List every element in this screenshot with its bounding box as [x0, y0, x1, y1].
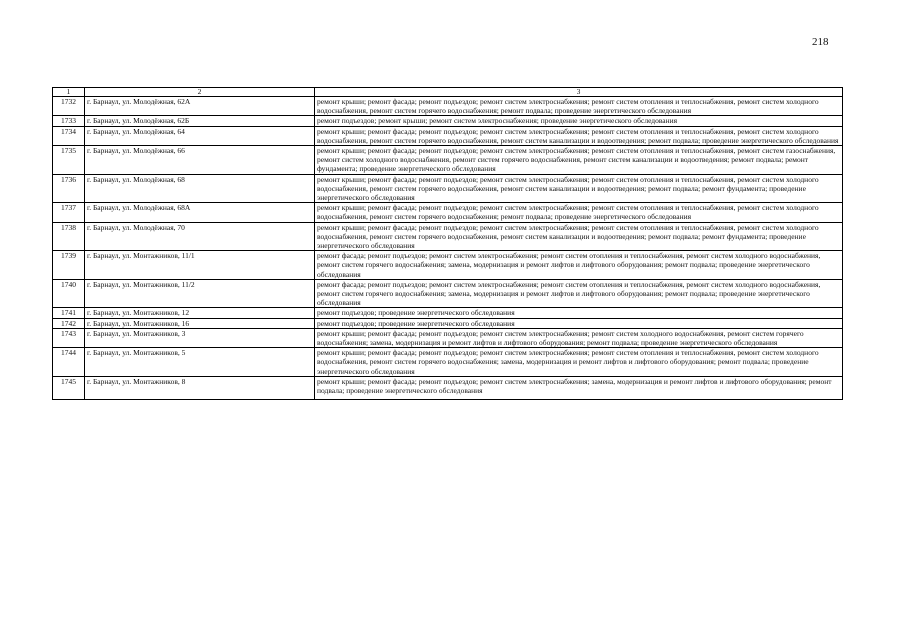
row-address: г. Барнаул, ул. Монтажников, 11/1	[85, 251, 315, 280]
row-address: г. Барнаул, ул. Монтажников, 3	[85, 328, 315, 347]
column-header-number: 1	[53, 88, 85, 97]
row-number: 1744	[53, 348, 85, 377]
table-row	[53, 126, 843, 145]
table-row	[53, 203, 843, 222]
row-address: г. Барнаул, ул. Монтажников, 8	[85, 376, 315, 399]
row-works: ремонт крыши; ремонт фасада; ремонт подъездов; ремонт систем электроснабжения; ремонт систем отопления и теплоснабжения, ремонт систем холодного водоснабжения, ремонт систем горячего водоснабжения, ремонт систем канализации и водоотведения; ремонт подвала; ремонт фундамента; проведение энергетического обследования	[315, 174, 843, 203]
row-works: ремонт крыши; ремонт фасада; ремонт подъездов; ремонт систем электроснабжения; замена, модернизация и ремонт лифтов и лифтового оборудования; ремонт подвала; проведение энергетического обследования	[315, 376, 843, 399]
table-row	[53, 97, 843, 116]
row-works: ремонт крыши; ремонт фасада; ремонт подъездов; ремонт систем электроснабжения; ремонт систем отопления и теплоснабжения, ремонт систем холодного водоснабжения, ремонт систем горячего водоснабжения; ремонт подвала; проведение энергетического обследования	[315, 203, 843, 222]
row-address: г. Барнаул, ул. Молодёжная, 62А	[85, 97, 315, 116]
row-number: 1739	[53, 251, 85, 280]
row-address: г. Барнаул, ул. Монтажников, 11/2	[85, 279, 315, 308]
row-number: 1740	[53, 279, 85, 308]
table-row	[53, 174, 843, 203]
row-works: ремонт подъездов; проведение энергетического обследования	[315, 308, 843, 318]
table-row	[53, 308, 843, 318]
works-table	[52, 87, 843, 400]
row-address: г. Барнаул, ул. Монтажников, 16	[85, 318, 315, 328]
column-header-address: 2	[85, 88, 315, 97]
row-number: 1742	[53, 318, 85, 328]
row-works: ремонт крыши; ремонт фасада; ремонт подъездов; ремонт систем электроснабжения; ремонт систем отопления и теплоснабжения, ремонт систем холодного водоснабжения, ремонт систем горячего водоснабжения; замена, модернизация и ремонт лифтов и лифтового оборудования; ремонт подвала; проведение энергетического обследования	[315, 348, 843, 377]
table-row	[53, 279, 843, 308]
table-row	[53, 348, 843, 377]
table-row	[53, 328, 843, 347]
row-number: 1741	[53, 308, 85, 318]
row-address: г. Барнаул, ул. Молодёжная, 66	[85, 146, 315, 175]
table-row	[53, 116, 843, 126]
table-row	[53, 318, 843, 328]
table-row	[53, 251, 843, 280]
row-number: 1732	[53, 97, 85, 116]
row-number: 1734	[53, 126, 85, 145]
row-address: г. Барнаул, ул. Молодёжная, 68	[85, 174, 315, 203]
table-row	[53, 146, 843, 175]
table-row	[53, 376, 843, 399]
row-works: ремонт крыши; ремонт фасада; ремонт подъездов; ремонт систем электроснабжения; ремонт систем отопления и теплоснабжения, ремонт систем холодного водоснабжения, ремонт систем горячего водоснабжения, ремонт систем канализации и водоотведения; ремонт подвала; проведение энергетического обследования	[315, 126, 843, 145]
row-number: 1737	[53, 203, 85, 222]
row-address: г. Барнаул, ул. Молодёжная, 62Б	[85, 116, 315, 126]
row-address: г. Барнаул, ул. Монтажников, 5	[85, 348, 315, 377]
row-address: г. Барнаул, ул. Молодёжная, 64	[85, 126, 315, 145]
row-works: ремонт крыши; ремонт фасада; ремонт подъездов; ремонт систем электроснабжения; ремонт систем отопления и теплоснабжения, ремонт систем холодного водоснабжения, ремонт систем горячего водоснабжения; ремонт подвала; проведение энергетического обследования	[315, 97, 843, 116]
row-address: г. Барнаул, ул. Монтажников, 12	[85, 308, 315, 318]
row-number: 1743	[53, 328, 85, 347]
row-works: ремонт крыши; ремонт фасада; ремонт подъездов; ремонт систем электроснабжения; ремонт систем холодного водоснабжения, ремонт систем горячего водоснабжения; замена, модернизация и ремонт лифтов и лифтового оборудования; ремонт подвала; проведение энергетического обследования	[315, 328, 843, 347]
row-number: 1733	[53, 116, 85, 126]
row-works: ремонт крыши; ремонт фасада; ремонт подъездов; ремонт систем электроснабжения; ремонт систем отопления и теплоснабжения, ремонт систем газоснабжения, ремонт систем холодного водоснабжения, ремонт систем горячего водоснабжения, ремонт систем канализации и водоотведения; ремонт подвала; ремонт фундамента; проведение энергетического обследования	[315, 146, 843, 175]
row-works: ремонт фасада; ремонт подъездов; ремонт систем электроснабжения; ремонт систем отопления и теплоснабжения, ремонт систем холодного водоснабжения, ремонт систем горячего водоснабжения; замена, модернизация и ремонт лифтов и лифтового оборудования; ремонт подвала; проведение энергетического обследования	[315, 279, 843, 308]
row-number: 1745	[53, 376, 85, 399]
row-works: ремонт крыши; ремонт фасада; ремонт подъездов; ремонт систем электроснабжения; ремонт систем отопления и теплоснабжения, ремонт систем холодного водоснабжения, ремонт систем горячего водоснабжения, ремонт систем канализации и водоотведения; ремонт подвала; ремонт фундамента; проведение энергетического обследования	[315, 222, 843, 251]
row-works: ремонт подъездов; проведение энергетического обследования	[315, 318, 843, 328]
column-header-works: 3	[315, 88, 843, 97]
row-address: г. Барнаул, ул. Молодёжная, 70	[85, 222, 315, 251]
row-number: 1735	[53, 146, 85, 175]
page-number: 218	[812, 36, 829, 48]
row-address: г. Барнаул, ул. Молодёжная, 68А	[85, 203, 315, 222]
row-works: ремонт фасада; ремонт подъездов; ремонт систем электроснабжения; ремонт систем отопления и теплоснабжения, ремонт систем холодного водоснабжения, ремонт систем горячего водоснабжения; замена, модернизация и ремонт лифтов и лифтового оборудования; ремонт подвала; проведение энергетического обследования	[315, 251, 843, 280]
row-number: 1738	[53, 222, 85, 251]
table-header-row	[53, 88, 843, 97]
row-number: 1736	[53, 174, 85, 203]
row-works: ремонт подъездов; ремонт крыши; ремонт систем электроснабжения; проведение энергетического обследования	[315, 116, 843, 126]
table-row	[53, 222, 843, 251]
